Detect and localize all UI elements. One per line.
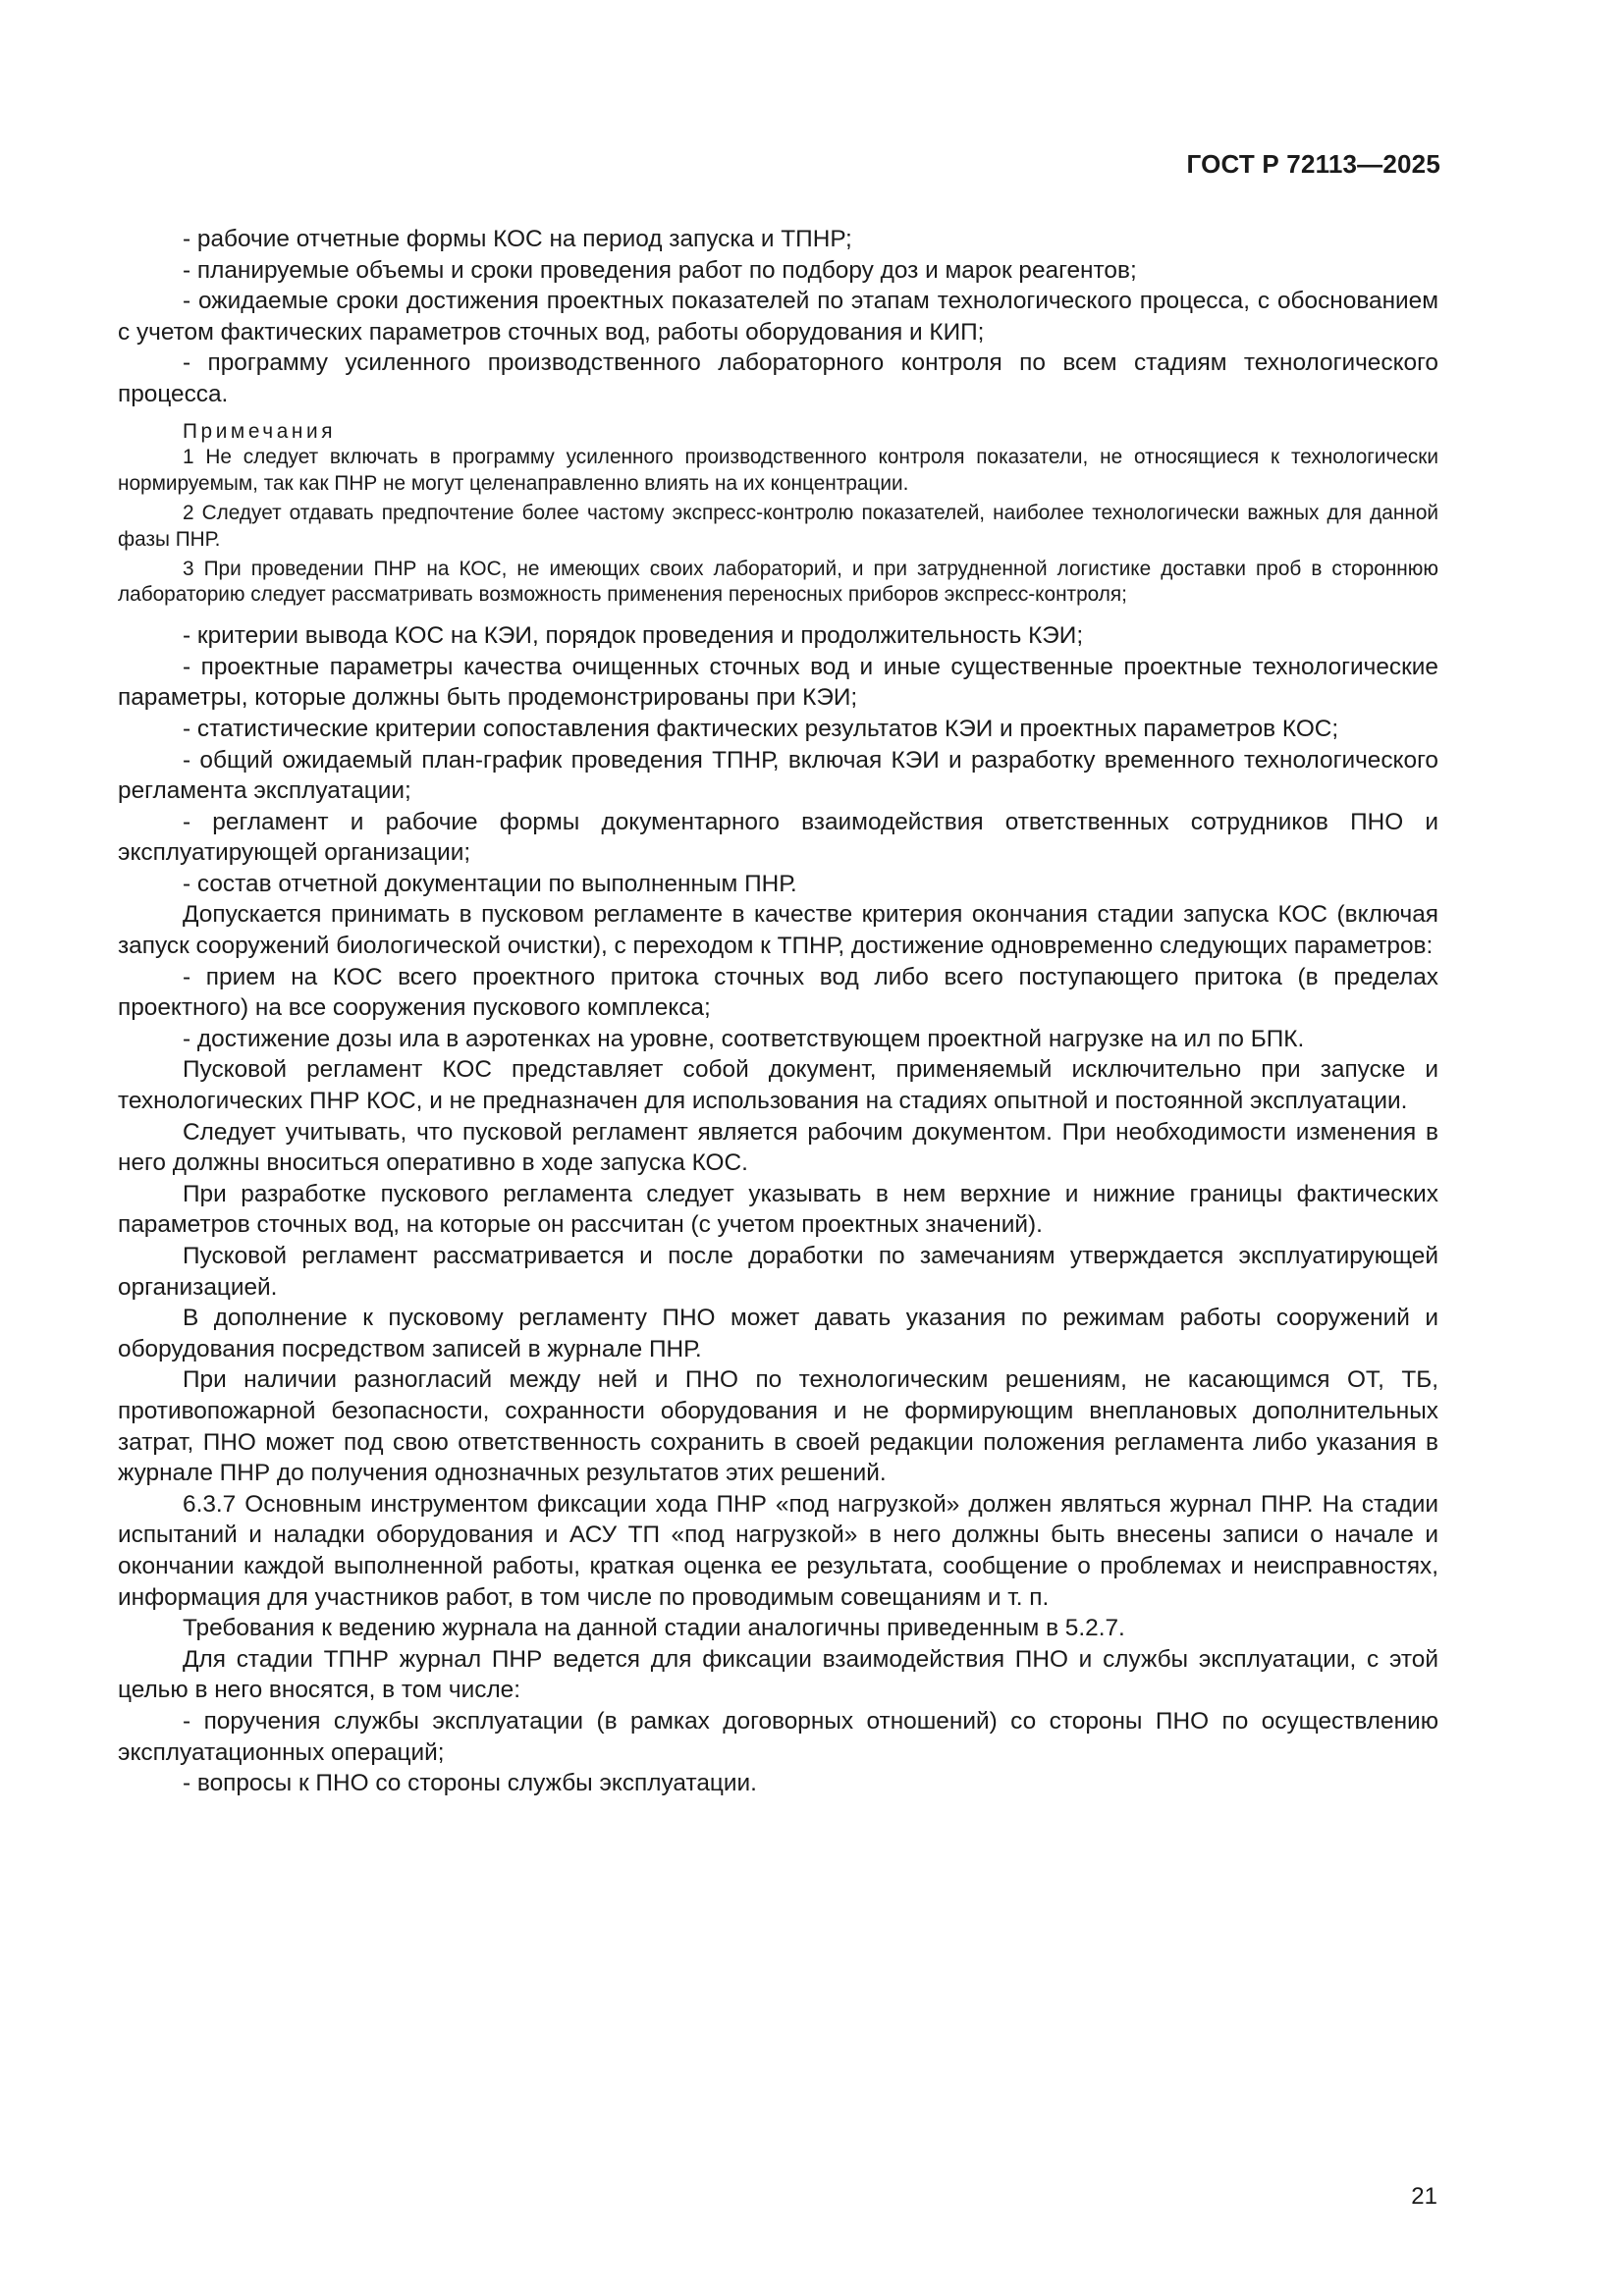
standard-code-header: ГОСТ Р 72113—2025 bbox=[1186, 149, 1440, 179]
list-item: - статистические критерии сопоставления фактических результатов КЭИ и проектных параметров КОС; bbox=[183, 715, 1339, 742]
list-item: - вопросы к ПНО со стороны службы эксплуатации. bbox=[183, 1770, 757, 1797]
list-item: - общий ожидаемый план-график проведения ТПНР, включая КЭИ и разработку временного технологического регламента эксплуатации; bbox=[118, 746, 1438, 805]
paragraphs-regulation bbox=[118, 1054, 1438, 1705]
list-item: - состав отчетной документации по выполненным ПНР. bbox=[183, 870, 797, 897]
paragraph: Пусковой регламент КОС представляет собой документ, применяемый исключительно при запуске и технологических ПНР КОС, и не предназначен для использования на стадиях опытной и постоянной эксплуатации. bbox=[118, 1056, 1438, 1115]
paragraph-startup-criteria: Допускается принимать в пусковом регламенте в качестве критерия окончания стадии запуска КОС (включая запуск сооружений биологической очистки), с переходом к ТПНР, достижение одновременно следующих параметров: bbox=[118, 901, 1438, 960]
list-item: - программу усиленного производственного лабораторного контроля по всем стадиям технологического процесса. bbox=[118, 349, 1438, 407]
list-startup-parameters bbox=[118, 962, 1438, 1055]
list-item: - поручения службы эксплуатации (в рамках договорных отношений) со стороны ПНО по осуществлению эксплуатационных операций; bbox=[118, 1707, 1438, 1766]
list-item: - критерии вывода КОС на КЭИ, порядок проведения и продолжительность КЭИ; bbox=[183, 622, 1084, 650]
list-reporting-items bbox=[118, 224, 1438, 410]
list-journal-entries bbox=[118, 1706, 1438, 1799]
list-item: - проектные параметры качества очищенных сточных вод и иные существенные проектные технологические параметры, которые должны быть продемонстрированы при КЭИ; bbox=[118, 653, 1438, 712]
paragraph: Следует учитывать, что пусковой регламент является рабочим документом. При необходимости изменения в него должны вноситься оперативно в ходе запуска КОС. bbox=[118, 1118, 1438, 1177]
list-item: - рабочие отчетные формы КОС на период запуска и ТПНР; bbox=[183, 226, 852, 252]
notes-title: Примечания bbox=[183, 419, 337, 443]
paragraph: Требования к ведению журнала на данной стадии аналогичны приведенным в 5.2.7. bbox=[183, 1615, 1125, 1642]
notes-block bbox=[118, 419, 1438, 610]
paragraph: Пусковой регламент рассматривается и после доработки по замечаниям утверждается эксплуатирующей организацией. bbox=[118, 1243, 1438, 1301]
page-number: 21 bbox=[1411, 2183, 1437, 2210]
document-body bbox=[118, 224, 1438, 1799]
note-item: 2 Следует отдавать предпочтение более частому экспресс-контролю показателей, наиболее технологически важных для данной фазы ПНР. bbox=[118, 501, 1438, 551]
paragraph: При наличии разногласий между ней и ПНО по технологическим решениям, не касающимся ОТ, ТБ, противопожарной безопасности, сохранности оборудования и не формирующим внеплановых дополнительных затрат, ПНО может под свою ответственность сохранить в своей редакции положения регламента либо указания в журнале ПНР до получения однозначных результатов этих решений. bbox=[118, 1366, 1438, 1487]
list-item: - достижение дозы ила в аэротенках на уровне, соответствующем проектной нагрузке на ил по БПК. bbox=[183, 1025, 1305, 1052]
list-criteria-items bbox=[118, 620, 1438, 899]
list-item: - планируемые объемы и сроки проведения работ по подбору доз и марок реагентов; bbox=[183, 256, 1137, 284]
list-item: - ожидаемые сроки достижения проектных показателей по этапам технологического процесса, с обоснованием с учетом фактических параметров сточных вод, работы оборудования и КИП; bbox=[118, 288, 1438, 346]
paragraph: Для стадии ТПНР журнал ПНР ведется для фиксации взаимодействия ПНО и службы эксплуатации, с этой целью в него вносятся, в том числе: bbox=[118, 1645, 1438, 1704]
paragraph: При разработке пускового регламента следует указывать в нем верхние и нижние границы фактических параметров сточных вод, на которые он рассчитан (с учетом проектных значений). bbox=[118, 1180, 1438, 1239]
list-item: - прием на КОС всего проектного притока сточных вод либо всего поступающего притока (в пределах проектного) на все сооружения пускового комплекса; bbox=[118, 963, 1438, 1022]
note-item: 3 При проведении ПНР на КОС, не имеющих своих лабораторий, и при затрудненной логистике доставки проб в стороннюю лабораторию следует рассматривать возможность применения переносных приборов экспресс-контроля; bbox=[118, 557, 1438, 607]
paragraph-section-6-3-7: 6.3.7 Основным инструментом фиксации хода ПНР «под нагрузкой» должен являться журнал ПНР. На стадии испытаний и наладки оборудования и АСУ ТП «под нагрузкой» в него должны быть внесены записи о начале и окончании каждой выполненной работы, краткая оценка ее результата, сообщение о проблемах и неисправностях, информация для участников работ, в том числе по проводимым совещаниям и т. п. bbox=[118, 1490, 1438, 1611]
note-item: 1 Не следует включать в программу усиленного производственного контроля показатели, не относящиеся к технологически нормируемым, так как ПНР не могут целенаправленно влиять на их концентрации. bbox=[118, 446, 1438, 496]
list-item: - регламент и рабочие формы документарного взаимодействия ответственных сотрудников ПНО и эксплуатирующей организации; bbox=[118, 808, 1438, 867]
paragraph: В дополнение к пусковому регламенту ПНО может давать указания по режимам работы сооружений и оборудования посредством записей в журнале ПНР. bbox=[118, 1305, 1438, 1362]
